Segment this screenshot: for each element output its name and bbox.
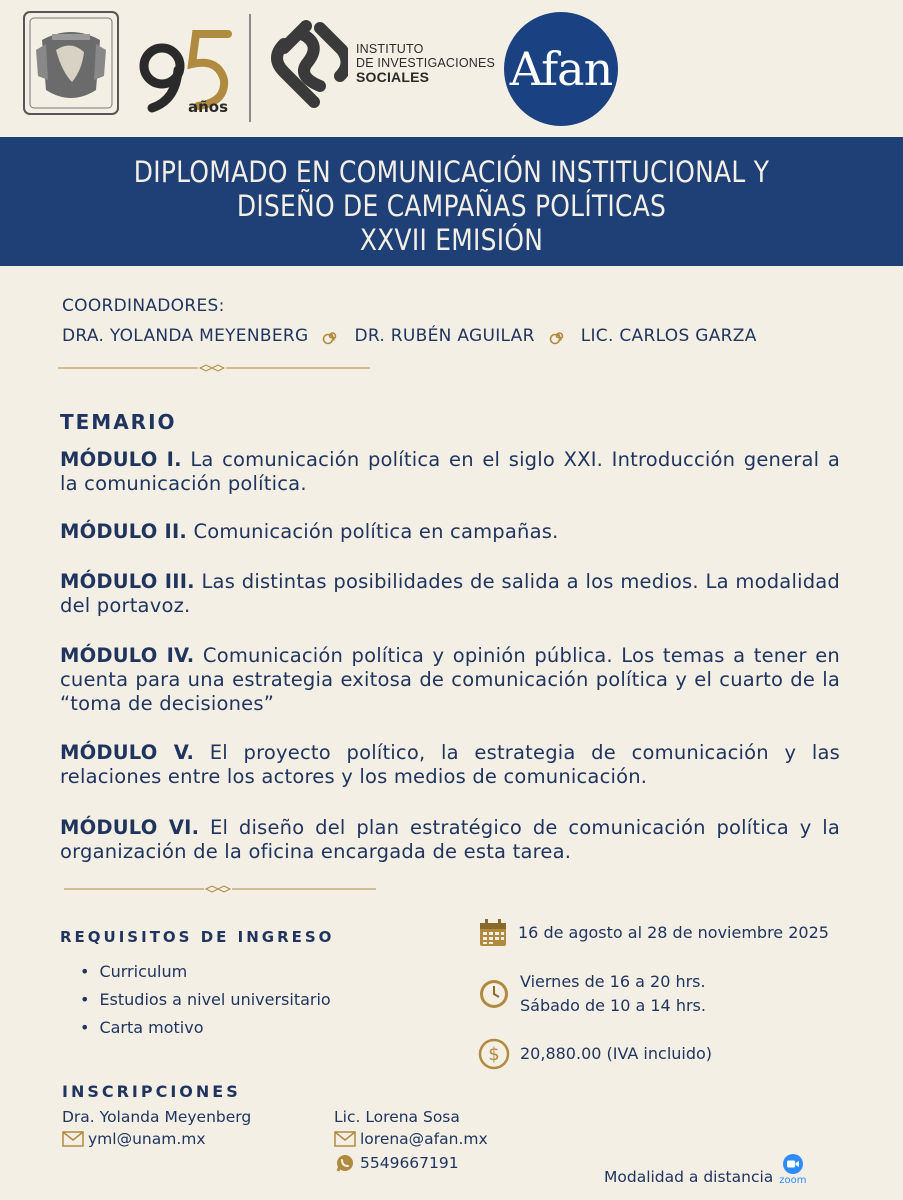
iis-logo-mark (262, 14, 348, 116)
clock-icon (478, 978, 510, 1010)
iis-line2: DE INVESTIGACIONES (356, 56, 496, 70)
coordinators-list (62, 326, 757, 346)
dates-text: 16 de agosto al 28 de noviembre 2025 (518, 923, 829, 942)
coordinator-name: DRA. YOLANDA MEYENBERG (62, 326, 309, 346)
price-text: 20,880.00 (IVA incluido) (520, 1044, 713, 1063)
whatsapp-icon (334, 1154, 356, 1172)
contact-card (62, 1106, 251, 1150)
zoom-label: zoom (779, 1175, 807, 1186)
module-text: Comunicación política y opinión pública. Los temas a tener en cuenta para una estrategia exitosa de comunicación política y el cuarto de la “toma de decisiones” (60, 644, 840, 715)
inscripciones-heading: INSCRIPCIONES (62, 1082, 241, 1101)
requirements-list (80, 958, 331, 1042)
contact-name: Dra. Yolanda Meyenberg (62, 1108, 252, 1126)
dollar-icon (478, 1038, 510, 1070)
module-text: La comunicación política en el siglo XXI. Introducción general a la comunicación política. (60, 448, 840, 495)
contact-email[interactable]: yml@unam.mx (88, 1130, 206, 1148)
hours-line1: Viernes de 16 a 20 hrs. (520, 972, 706, 991)
contact-phone[interactable]: 5549667191 (360, 1154, 459, 1172)
title-line3: XXVII EMISIÓN (359, 223, 544, 257)
module-text: El diseño del plan estratégico de comunicación política y la organización de la oficina encargada de esta tarea. (60, 816, 840, 863)
list-item: • Carta motivo (80, 1014, 331, 1042)
title-banner (0, 137, 903, 266)
ornamental-divider (58, 363, 370, 373)
anniversary-years-label: años (188, 98, 229, 116)
module-label: MÓDULO IV. (60, 644, 195, 667)
calendar-icon (478, 918, 508, 948)
module-item (60, 644, 840, 716)
afan-logo (504, 12, 618, 126)
zoom-icon (782, 1153, 804, 1175)
price-row (478, 1038, 712, 1070)
anniversary-95-logo (138, 28, 234, 120)
module-item (60, 816, 840, 864)
hours-row (478, 970, 706, 1018)
iis-line3: SOCIALES (356, 69, 430, 85)
hours-line2: Sábado de 10 a 14 hrs. (520, 996, 706, 1015)
module-item (60, 570, 840, 618)
contact-name: Lic. Lorena Sosa (334, 1108, 460, 1126)
title-line2: DISEÑO DE CAMPAÑAS POLÍTICAS (236, 189, 667, 223)
coordinators-label: COORDINADORES: (62, 296, 225, 316)
logo-separator (249, 14, 251, 122)
list-item: • Curriculum (80, 958, 331, 986)
module-label: MÓDULO I. (60, 448, 182, 471)
title-line1: DIPLOMADO EN COMUNICACIÓN INSTITUCIONAL Y (133, 155, 770, 189)
afan-logo-text: Afan (509, 42, 613, 96)
module-text: Las distintas posibilidades de salida a los medios. La modalidad del portavoz. (60, 570, 841, 617)
module-label: MÓDULO VI. (60, 816, 200, 839)
iis-wordmark (356, 42, 495, 84)
module-label: MÓDULO V. (60, 741, 195, 764)
modality-label: Modalidad a distancia (604, 1168, 774, 1186)
module-label: MÓDULO II. (60, 520, 188, 543)
module-item (60, 520, 840, 544)
coordinator-name: LIC. CARLOS GARZA (580, 326, 757, 346)
svg-text:$: $ (488, 1044, 500, 1065)
module-text: Comunicación política en campañas. (193, 520, 559, 543)
dates-row (478, 918, 829, 948)
zoom-logo (779, 1153, 806, 1186)
module-label: MÓDULO III. (60, 570, 195, 593)
ornamental-divider (64, 884, 376, 894)
module-item (60, 448, 840, 496)
temario-heading: TEMARIO (60, 410, 177, 434)
iis-line1: INSTITUTO (356, 42, 424, 56)
spiral-ornament-icon (549, 327, 567, 345)
envelope-icon (62, 1131, 84, 1147)
unam-seal-logo (22, 10, 120, 116)
module-item (60, 741, 840, 789)
list-item: • Estudios a nivel universitario (80, 986, 331, 1014)
envelope-icon (334, 1131, 356, 1147)
coordinator-name: DR. RUBÉN AGUILAR (354, 326, 535, 346)
contact-email[interactable]: lorena@afan.mx (360, 1130, 488, 1148)
requirements-heading: REQUISITOS DE INGRESO (60, 928, 335, 946)
module-text: El proyecto político, la estrategia de comunicación y las relaciones entre los actores y los medios de comunicación. (60, 741, 840, 788)
modality-note (604, 1153, 807, 1186)
contact-card (334, 1106, 488, 1174)
spiral-ornament-icon (322, 327, 340, 345)
